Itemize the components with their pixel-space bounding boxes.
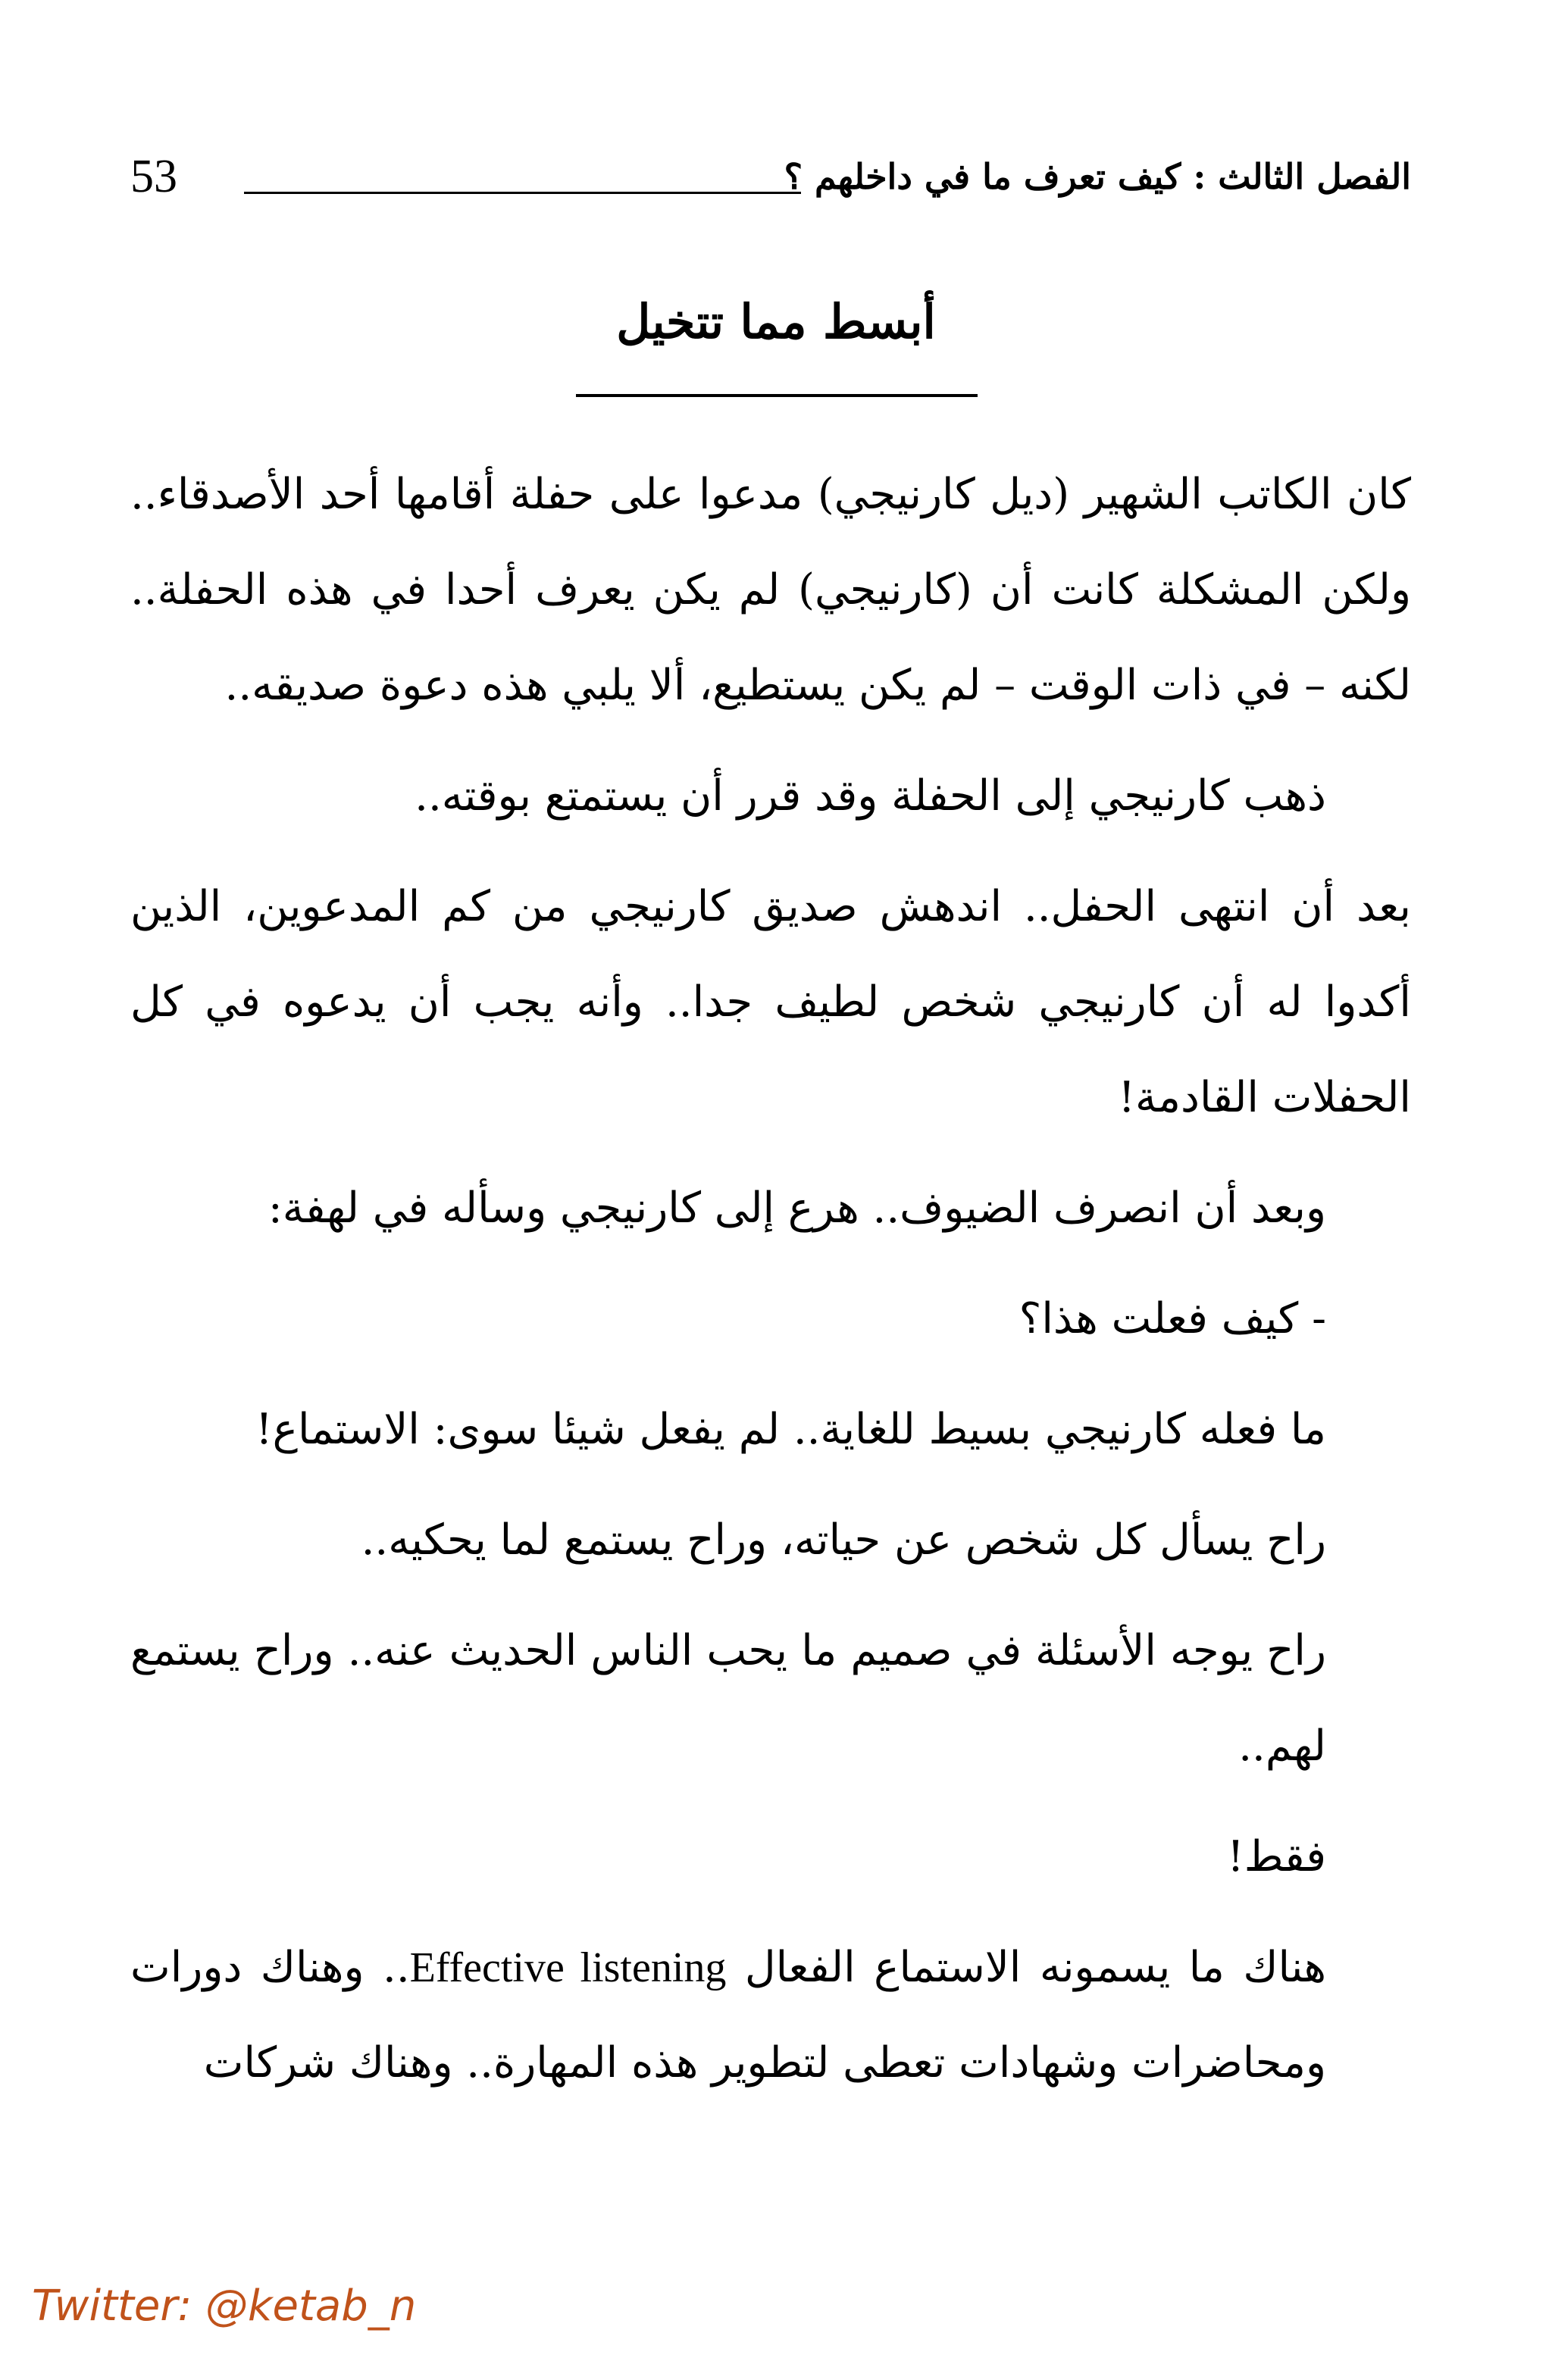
paragraph: كان الكاتب الشهير (ديل كارنيجي) مدعوا على حفلة أقامها أحد الأصدقاء.. ولكن المشكلة كانت أن (كارنيجي) لم يكن يعرف أحدا في هذه الحفلة.. لكنه – في ذات الوقت – لم يكن يستطيع، ألا يلبي هذه دعوة صديقه.. [130,470,1411,710]
paragraph: راح يوجه الأسئلة في صميم ما يحب الناس الحديث عنه.. وراح يستمع لهم.. [130,1626,1326,1771]
paragraph: ذهب كارنيجي إلى الحفلة وقد قرر أن يستمتع بوقته.. [415,771,1326,821]
last-paragraph-end: .. وهناك دورات ومحاضرات وشهادات تعطى لتطوير هذه المهارة.. وهناك شركات [130,1943,1326,2088]
paragraph: وبعد أن انصرف الضيوف.. هرع إلى كارنيجي وسأله في لهفة: [268,1184,1326,1233]
paragraph: ما فعله كارنيجي بسيط للغاية.. لم يفعل شيئا سوى: الاستماع! [255,1405,1326,1454]
body-text [130,447,1411,2126]
paragraph-last [130,1920,1411,2111]
page-number: 53 [130,151,177,202]
running-header: الفصل الثالث : كيف تعرف ما في داخلهم ؟ [784,156,1411,197]
title-underline [576,394,978,397]
paragraph: راح يسأل كل شخص عن حياته، وراح يستمع لما يحكيه.. [361,1515,1326,1565]
paragraph: بعد أن انتهى الحفل.. اندهش صديق كارنيجي من كم المدعوين، الذين أكدوا له أن كارنيجي شخص لطيف جدا.. وأنه يجب أن يدعوه في كل الحفلات القادمة! [130,882,1411,1122]
english-term: Effective listening [409,1944,727,1991]
footer-credit: Twitter: @ketab_n [32,2281,417,2331]
paragraph: فقط! [1227,1832,1326,1881]
header-rule [244,192,801,194]
dialogue-line: - كيف فعلت هذا؟ [1018,1294,1326,1343]
section-title: أبسط مما تتخيل [616,294,936,349]
last-paragraph-start: هناك ما يسمونه الاستماع الفعال [744,1943,1327,1992]
